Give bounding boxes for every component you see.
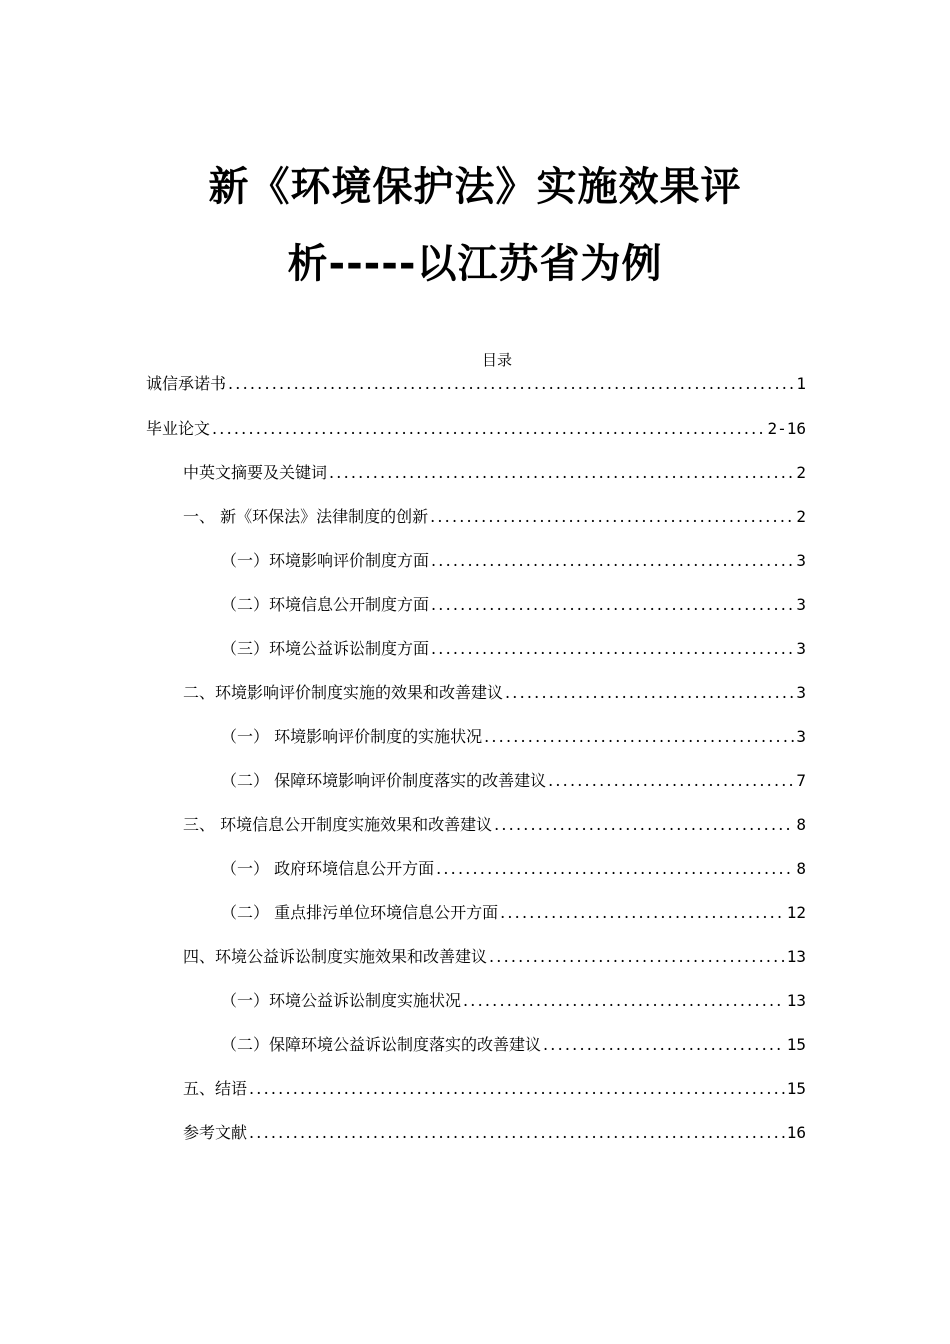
toc-entry[interactable] bbox=[183, 1122, 806, 1144]
toc-entry-label: （二） 重点排污单位环境信息公开方面 bbox=[221, 903, 499, 922]
toc-leader-dots bbox=[212, 418, 765, 440]
toc-entry-page: 8 bbox=[796, 815, 806, 834]
toc-entry-page: 13 bbox=[786, 991, 806, 1010]
toc-entry-page: 13 bbox=[786, 947, 806, 966]
toc-leader-dots bbox=[228, 373, 794, 395]
toc-entry[interactable] bbox=[221, 1034, 806, 1056]
toc-entry-page: 1 bbox=[796, 374, 806, 393]
toc-leader-dots bbox=[431, 638, 794, 660]
toc-entry-label: （二）环境信息公开制度方面 bbox=[221, 595, 430, 614]
toc-entry-label: （三）环境公益诉讼制度方面 bbox=[221, 639, 430, 658]
toc-entry-page: 12 bbox=[786, 903, 806, 922]
toc-entry-page: 15 bbox=[786, 1035, 806, 1054]
toc-entry-page: 3 bbox=[796, 595, 806, 614]
toc-entry-label: （二） 保障环境影响评价制度落实的改善建议 bbox=[221, 771, 547, 790]
toc-entry[interactable] bbox=[221, 990, 806, 1012]
toc-leader-dots bbox=[484, 726, 794, 748]
toc-entry[interactable] bbox=[221, 638, 806, 660]
toc-leader-dots bbox=[249, 1078, 785, 1100]
toc-entry-page: 8 bbox=[796, 859, 806, 878]
toc-entry-page: 3 bbox=[796, 551, 806, 570]
toc-entry[interactable] bbox=[183, 814, 806, 836]
toc-entry-page: 15 bbox=[786, 1079, 806, 1098]
toc-entry[interactable] bbox=[221, 770, 806, 792]
toc-entry-label: （一） 环境影响评价制度的实施状况 bbox=[221, 727, 483, 746]
toc-entry[interactable] bbox=[146, 373, 806, 395]
toc-entry-label: 五、结语 bbox=[183, 1079, 248, 1098]
toc-entry[interactable] bbox=[221, 858, 806, 880]
toc-entry-label: （一）环境公益诉讼制度实施状况 bbox=[221, 991, 462, 1010]
toc-entry-page: 3 bbox=[796, 683, 806, 702]
toc-entry-page: 2 bbox=[796, 507, 806, 526]
toc-leader-dots bbox=[500, 902, 785, 924]
toc-entry[interactable] bbox=[221, 902, 806, 924]
toc-entry-label: 参考文献 bbox=[183, 1123, 248, 1142]
toc-leader-dots bbox=[249, 1122, 785, 1144]
toc-entry-label: 诚信承诺书 bbox=[146, 374, 227, 393]
toc-leader-dots bbox=[489, 946, 785, 968]
toc-entry[interactable] bbox=[183, 1078, 806, 1100]
toc-leader-dots bbox=[494, 814, 794, 836]
toc-entry-page: 2-16 bbox=[767, 419, 806, 438]
toc-entry[interactable] bbox=[183, 462, 806, 484]
toc-entry[interactable] bbox=[221, 550, 806, 572]
toc-entry-page: 16 bbox=[786, 1123, 806, 1142]
toc-entry[interactable] bbox=[183, 682, 806, 704]
toc-entry-label: 毕业论文 bbox=[146, 419, 211, 438]
document-title-line-2: 析-----以江苏省为例 bbox=[287, 241, 663, 287]
toc-leader-dots bbox=[436, 858, 794, 880]
toc-entry-label: （一） 政府环境信息公开方面 bbox=[221, 859, 435, 878]
toc-entry-label: 四、环境公益诉讼制度实施效果和改善建议 bbox=[183, 947, 488, 966]
toc-entry[interactable] bbox=[183, 946, 806, 968]
toc-leader-dots bbox=[431, 550, 794, 572]
document-title-line-1: 新《环境保护法》实施效果评 bbox=[208, 164, 742, 210]
toc-leader-dots bbox=[463, 990, 785, 1012]
toc-leader-dots bbox=[505, 682, 794, 704]
toc-leader-dots bbox=[548, 770, 794, 792]
toc-entry-label: 三、 环境信息公开制度实施效果和改善建议 bbox=[183, 815, 493, 834]
toc-entry-page: 2 bbox=[796, 463, 806, 482]
toc-heading: 目录 bbox=[481, 351, 512, 369]
toc-entry[interactable] bbox=[146, 418, 806, 440]
toc-entry[interactable] bbox=[221, 594, 806, 616]
toc-entry[interactable] bbox=[183, 506, 806, 528]
toc-entry-label: （二）保障环境公益诉讼制度落实的改善建议 bbox=[221, 1035, 542, 1054]
toc-leader-dots bbox=[431, 594, 794, 616]
toc-entry-page: 7 bbox=[796, 771, 806, 790]
toc-leader-dots bbox=[329, 462, 794, 484]
toc-entry-page: 3 bbox=[796, 639, 806, 658]
toc-entry-label: 二、环境影响评价制度实施的效果和改善建议 bbox=[183, 683, 504, 702]
toc-entry-label: 中英文摘要及关键词 bbox=[183, 463, 328, 482]
toc-entry-label: 一、 新《环保法》法律制度的创新 bbox=[183, 507, 429, 526]
toc-entry-page: 3 bbox=[796, 727, 806, 746]
toc-leader-dots bbox=[543, 1034, 785, 1056]
toc-leader-dots bbox=[430, 506, 794, 528]
toc-entry-label: （一）环境影响评价制度方面 bbox=[221, 551, 430, 570]
toc-entry[interactable] bbox=[221, 726, 806, 748]
